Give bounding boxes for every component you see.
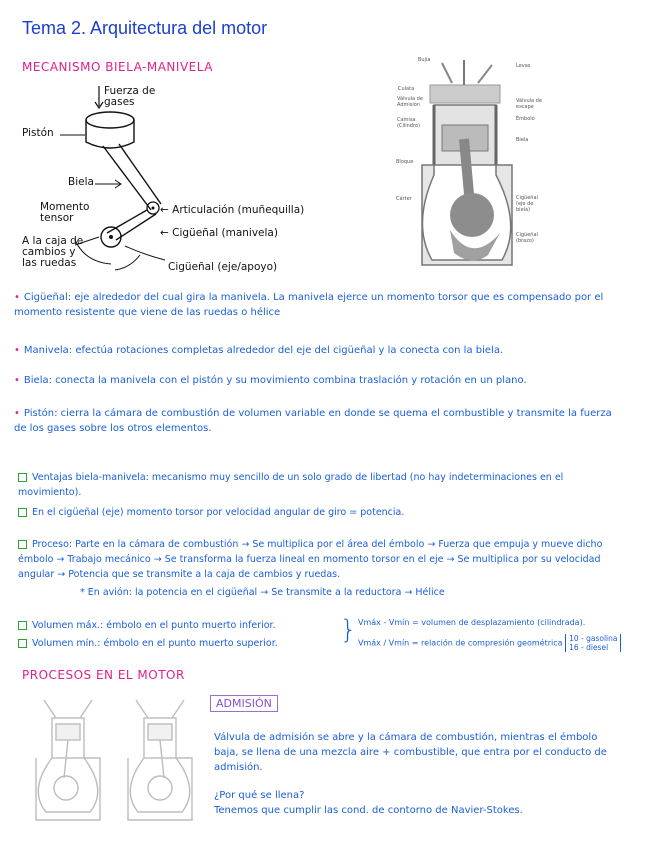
check-ventajas	[18, 470, 623, 500]
admision-answer: Tenemos que cumplir las cond. de contorno de Navier-Stokes.	[214, 805, 523, 816]
engine-label-camisa: Camisa (Cilindro)	[397, 117, 420, 129]
admision-text: Válvula de admisión se abre y la cámara de combustión, mientras el émbolo baja, se llena de una mezcla aire + combustible, que entra por el conducto de admisión.	[214, 732, 607, 773]
check-term: Ventajas biela-manivela:	[32, 472, 149, 483]
engine-label-cig-brazo: Cigüeñal (brazo)	[516, 232, 538, 244]
check-term: Proceso:	[32, 539, 73, 550]
volume-relacion	[358, 634, 648, 652]
engine-label-biela: Biela	[516, 137, 529, 143]
check-proceso	[18, 537, 623, 582]
range-gasolina: 10 - gasolina	[569, 634, 618, 643]
range-diesel: 16 - diesel	[569, 643, 609, 652]
definition-term: Pistón:	[23, 408, 58, 419]
definition-ciguenal: • Cigüeñal: eje alrededor del cual gira la manivela. La manivela ejerce un momento torsor que es compensado por el momento resistente que viene de las ruedas o hélice	[14, 292, 604, 318]
engine-label-valv-esc: Válvula de escape	[516, 98, 542, 110]
check-text: Parte en la cámara de combustión → Se multiplica por el área del émbolo → Fuerza que empuja y mueve dicho émbolo → Trabajo mecánico → Se transforma la fuerza lineal en momento torsor en el eje → Se multiplica por su velocidad angular → Potencia que se transmite a la caja de cambios y ruedas.	[18, 539, 603, 580]
engine-label-levas: Levas	[516, 63, 531, 69]
volume-cilindrada: Vmáx - Vmín = volumen de desplazamiento (cilindrada).	[358, 618, 586, 627]
label-articulacion: ← Articulación (muñequilla)	[160, 204, 305, 216]
engine-sketch-2	[128, 700, 192, 820]
relacion-text: = relación de compresión geométrica	[411, 638, 563, 648]
definition-biela: • Biela: conecta la manivela con el pistón y su movimiento combina traslación y rotación en un plano.	[14, 375, 527, 386]
checkbox-icon	[18, 621, 27, 630]
check-text: En el cigüeñal (eje) momento torsor por velocidad angular de giro = potencia.	[32, 507, 405, 518]
definition-term: Cigüeñal:	[23, 292, 72, 303]
piston-top	[86, 112, 134, 128]
section-heading-biela-manivela: MECANISMO BIELA-MANIVELA	[22, 60, 213, 74]
check-potencia	[18, 505, 623, 520]
checkbox-icon	[18, 473, 27, 482]
volume-min	[18, 636, 358, 651]
label-momento-tensor: Momento tensor	[40, 201, 90, 225]
check-text: mecanismo muy sencillo de un solo grado de libertad (no hay indeterminaciones en el movimiento).	[18, 472, 564, 498]
engine-sketch-1	[36, 700, 100, 820]
checkbox-icon	[18, 639, 27, 648]
engine-label-cig-biela: Cigüeñal (eje de biela)	[516, 195, 538, 213]
label-piston: Pistón	[22, 127, 54, 139]
check-avion-note: * En avión: la potencia en el cigüeñal → Se transmite a la reductora → Hélice	[80, 587, 445, 598]
engine-label-bujia: Bujía	[418, 57, 431, 63]
definition-text: cierra la cámara de combustión de volumen variable en donde se quema el combustible y transmite la fuerza de los gases sobre los otros elementos.	[14, 408, 612, 434]
relacion-range-box	[565, 634, 621, 652]
volume-max	[18, 618, 358, 633]
engine-label-valv-adm: Válvula de Admisión	[397, 96, 423, 108]
admision-tag: ADMISIÓN	[210, 695, 278, 712]
engine-sketches	[22, 690, 202, 830]
page-title: Tema 2. Arquitectura del motor	[22, 18, 268, 38]
label-ciguenal-eje: Cigüeñal (eje/apoyo)	[168, 261, 278, 273]
definition-term: Manivela:	[23, 345, 73, 356]
engine-label-embolo: Émbolo	[516, 116, 535, 122]
volume-max-text: Volumen máx.: émbolo en el punto muerto inferior.	[32, 620, 276, 631]
definition-text: eje alrededor del cual gira la manivela. La manivela ejerce un momento torsor que es compensado por el momento resistente que viene de las ruedas o hélice	[14, 292, 604, 318]
definition-term: Biela:	[23, 375, 52, 386]
brace: }	[340, 615, 357, 645]
definition-text: efectúa rotaciones completas alrededor del eje del cigüeñal y la conecta con la biela.	[75, 345, 504, 356]
section-heading-procesos: PROCESOS EN EL MOTOR	[22, 668, 185, 682]
checkbox-icon	[18, 540, 27, 549]
definition-text: conecta la manivela con el pistón y su movimiento combina traslación y rotación en un plano.	[55, 375, 527, 386]
label-caja-cambios: A la caja de cambios y las ruedas	[22, 235, 84, 270]
definition-manivela: • Manivela: efectúa rotaciones completas alrededor del eje del cigüeñal y la conecta con la biela.	[14, 345, 504, 356]
relacion-fraction: Vmáx / Vmín	[358, 638, 410, 648]
checkbox-icon	[18, 508, 27, 517]
definition-piston: • Pistón: cierra la cámara de combustión de volumen variable en donde se quema el combustible y transmite la fuerza de los gases sobre los otros elementos.	[14, 408, 612, 434]
label-ciguenal-manivela: ← Cigüeñal (manivela)	[160, 227, 278, 239]
admision-question: ¿Por qué se llena?	[214, 790, 305, 801]
label-fuerza-gases: Fuerza de gases	[104, 85, 156, 109]
engine-label-bloque: Bloque	[396, 159, 414, 165]
engine-label-culata: Culata	[398, 86, 415, 92]
piston-body	[86, 120, 134, 148]
label-biela: Biela	[68, 176, 94, 188]
volume-min-text: Volumen mín.: émbolo en el punto muerto superior.	[32, 638, 278, 649]
engine-label-carter: Cárter	[396, 196, 412, 202]
